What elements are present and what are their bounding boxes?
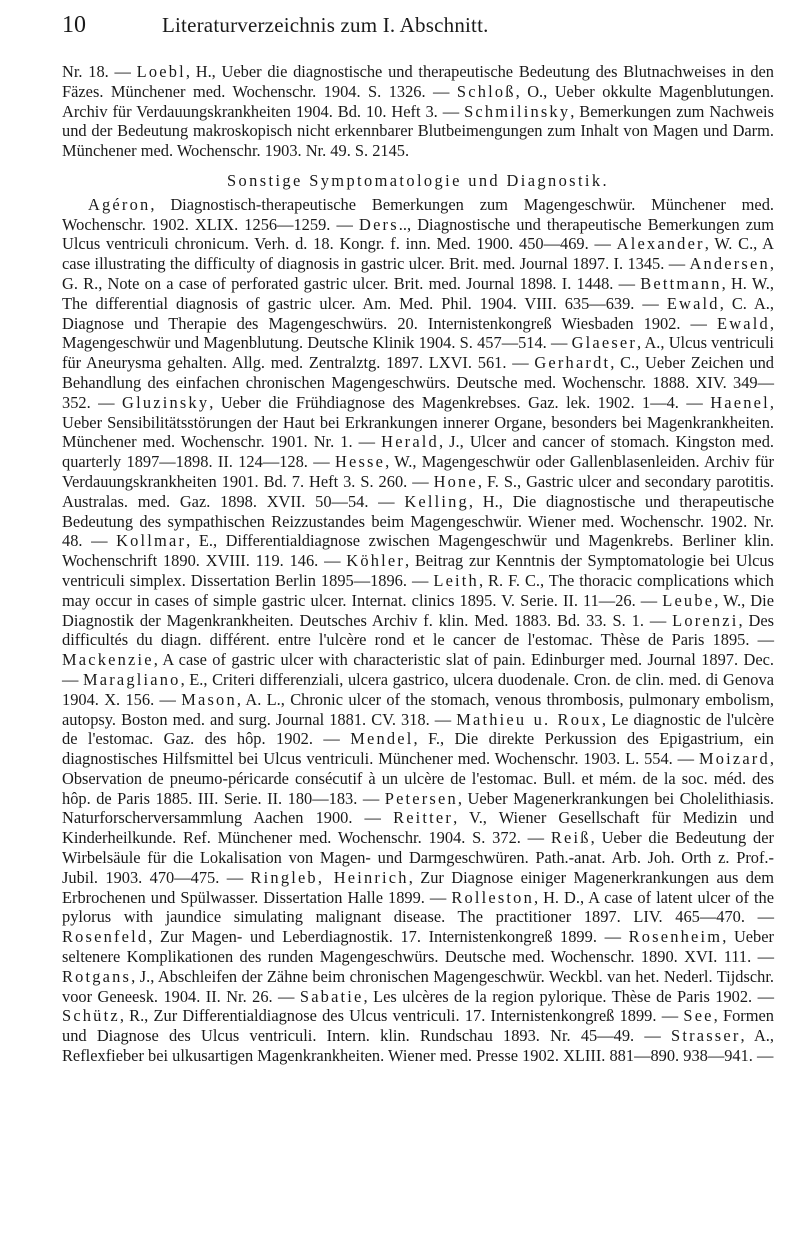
bibliography-entry: Maragliano, E., Criteri differenziali, ulcera gastrico, ulcera duodenale. Cron. de clin. med. di Genova 1904. X. 156. — xyxy=(62,669,774,709)
bibliography-entry: Gluzinsky, Ueber die Frühdiagnose des Magenkrebses. Gaz. lek. 1902. 1—4. — xyxy=(122,392,703,412)
bibliography-paragraph-1 xyxy=(62,62,774,161)
entry-author: Rotgans xyxy=(62,966,132,986)
entry-text: W., Die Diagnostik der Magenkrankheiten. Deutsches Archiv f. klin. Med. 1883. Bd. 33. S. 1. — xyxy=(62,590,774,630)
entry-text: Ueber die Bedeutung der Wirbelsäule für die Lokalisation von Magen- und Darmgeschwüren. Path.-anat. Arb. Joh. Orth z. Prof.-Jubil. 1903. 470—475. — xyxy=(62,828,774,887)
bibliography-entry: Gerhardt, C., Ueber Zeichen und Behandlung des einfachen chronischen Magengeschwürs. Deutsche med. Wochenschr. 1888. XIV. 349—352. — xyxy=(62,353,774,412)
entry-text: Formen und Diagnose des Ulcus ventriculi. Intern. klin. Rundschau 1893. Nr. 45—49. — xyxy=(62,1006,774,1046)
entry-text: G. R., Note on a case of perforated gastric ulcer. Brit. med. Journal 1898. I. 1448. — xyxy=(62,273,636,293)
entry-author: Lorenzi xyxy=(672,610,739,630)
entry-text: Des difficultés du diagn. différent. entre l'ulcère rond et le cancer de l'estomac. Thèse de Paris 1895. — xyxy=(62,610,774,650)
bibliography-entry: Köhler, Beitrag zur Kenntnis der Symptomatologie bei Ulcus ventriculi simplex. Dissertation Berlin 1895—1896. — xyxy=(62,551,775,590)
entry-author: Schmilinsky xyxy=(464,101,571,121)
bibliography-entry: Reitter, V., Wiener Gesellschaft für Medizin und Kinderheilkunde. Ref. Münchener med. Wochenschr. 1904. S. 372. — xyxy=(62,808,774,848)
entry-text: A., Reflexfieber bei ulkusartigen Magenkrankheiten. Wiener med. Presse 1902. XLIII. 881—890. 938—941. — xyxy=(62,1026,774,1066)
bibliography-entry: Ewald, Magengeschwür und Magenblutung. Deutsche Klinik 1904. S. 457—514. — xyxy=(62,313,774,353)
entry-text: H., Die diagnostische und therapeutische Bedeutung des sympathischen Reizzustandes beim Magengeschwür. Wiener med. Wochenschr. 1902. Nr. 48. — xyxy=(62,491,774,551)
bibliography-entry: Lorenzi, Des difficultés du diagn. différent. entre l'ulcère rond et le cancer de l'estomac. Thèse de Paris 1895. — xyxy=(62,610,774,650)
entry-author: Mackenzie xyxy=(62,650,154,670)
entry-author: Leith xyxy=(433,570,479,590)
bibliography-entry: Leube, W., Die Diagnostik der Magenkrankheiten. Deutsches Archiv f. klin. Med. 1883. Bd. 33. S. 1. — xyxy=(62,590,774,630)
entry-author: Schütz xyxy=(62,1006,120,1026)
bibliography-entry: Herald, J., Ulcer and cancer of stomach. Kingston med. quarterly 1897—1898. II. 124—128. — xyxy=(62,432,774,472)
entry-author: Reitter xyxy=(393,808,454,828)
entry-text: R., Zur Differentialdiagnose des Ulcus ventriculi. 17. Internistenkongreß 1899. — xyxy=(129,1006,679,1026)
bibliography-entry: Moizard, Observation de pneumo-péricarde consécutif à un ulcère de l'estomac. Bull. et mém. de la soc. méd. des hôp. de Paris 1885. III. Serie. II. 180—183. — xyxy=(62,749,774,808)
bibliography-entry: Mackenzie, A case of gastric ulcer with characteristic slat of pain. Edinburger med. Journal 1897. Dec. — xyxy=(62,650,775,689)
entry-author: Gluzinsky xyxy=(122,392,210,412)
bibliography-entry: Mendel, F., Die direkte Perkussion des Epigastrium, ein diagnostisches Hilfsmittel bei Ulcus ventriculi. Münchener med. Wochenschr. 1903. L. 554. — xyxy=(62,729,774,769)
bibliography-entry: Alexander, W. C., A case illustrating the difficulty of diagnosis in gastric ulcer. Brit. med. Journal 1897. I. 1345. — xyxy=(62,234,774,274)
bibliography-entry: Schloß, O., Ueber okkulte Magenblutungen. Archiv für Verdauungskrankheiten 1904. Bd. 10. Heft 3. — xyxy=(62,81,774,121)
entry-author: Bettmann xyxy=(640,273,722,293)
entry-text: Les ulcères de la region pylorique. Thèse de Paris 1902. — xyxy=(373,986,774,1006)
bibliography-entry: Ewald, C. A., Diagnose und Therapie des Magengeschwürs. 20. Internistenkongreß Wiesbaden 1902. — xyxy=(62,293,775,333)
entry-author: Mathieu u. Roux xyxy=(456,709,602,729)
entry-author: Rosenfeld xyxy=(62,927,149,947)
bibliography-entry: Bettmann, H. W., The differential diagnosis of gastric ulcer. Am. Med. Phil. 1904. VIII. 635—639. — xyxy=(62,273,774,313)
entry-text: Magengeschwür und Magenblutung. Deutsche Klinik 1904. S. 457—514. — xyxy=(62,333,568,353)
bibliography-entry: Rolleston, H. D., A case of latent ulcer of the pylorus with jaundice simulating malignant disease. The practitioner 1897. LIV. 465—470. — xyxy=(62,887,774,927)
bibliography-entry: Sabatie, Les ulcères de la region pylorique. Thèse de Paris 1902. — xyxy=(299,986,774,1006)
bibliography-entry: Kelling, H., Die diagnostische und therapeutische Bedeutung des sympathischen Reizzustandes beim Magengeschwür. Wiener med. Wochenschr. 1902. Nr. 48. — xyxy=(62,491,774,551)
entry-text: Ueber die Frühdiagnose des Magenkrebses. Gaz. lek. 1902. 1—4. — xyxy=(220,392,703,412)
entry-text: C., Ueber Zeichen und Behandlung des einfachen chronischen Magengeschwürs. Deutsche med. Wochenschr. 1888. XIV. 349—352. — xyxy=(62,353,774,412)
entry-author: Rosenheim xyxy=(628,927,723,947)
bibliography-entry: Rosenheim, Ueber seltenere Komplikationen des runden Magengeschwürs. Deutsche med. Wochenschr. 1890. XVI. 111. — xyxy=(62,927,774,967)
bibliography-paragraph-2 xyxy=(62,195,774,1066)
bibliography-entry: Kollmar, E., Differentialdiagnose zwischen Magengeschwür und Magenkrebs. Berliner klin. Wochenschrift 1890. XVIII. 119. 146. — xyxy=(62,531,774,571)
page-number: 10 xyxy=(62,12,86,38)
entry-author: Reiß xyxy=(550,828,591,848)
bibliography-entry: Reiß, Ueber die Bedeutung der Wirbelsäule für die Lokalisation von Magen- und Darmgeschwüren. Path.-anat. Arb. Joh. Orth z. Prof.-Jubil. 1903. 470—475. — xyxy=(62,828,774,887)
entry-text: H., Ueber die diagnostische und therapeutische Bedeutung des Blutnachweises in den Fäzes. Münchener med. Wochenschr. 1904. S. 1326. — xyxy=(62,62,775,101)
entry-text: Ueber Magenerkrankungen bei Cholelithiasis. Naturforscherversammlung Aachen 1900. — xyxy=(62,788,774,828)
entry-author: Kollmar xyxy=(116,531,187,551)
entry-text: A. L., Chronic ulcer of the stomach, venous thrombosis, pulmonary embolism, autopsy. Boston med. and surg. Journal 1881. CV. 318. — xyxy=(62,689,774,729)
entry-text: F., Die direkte Perkussion des Epigastrium, ein diagnostisches Hilfsmittel bei Ulcus ventriculi. Münchener med. Wochenschr. 1903. L. 554. — xyxy=(62,729,774,769)
entry-text: V., Wiener Gesellschaft für Medizin und Kinderheilkunde. Ref. Münchener med. Wochenschr. 1904. S. 372. — xyxy=(62,808,774,848)
entry-text: E., Differentialdiagnose zwischen Magengeschwür und Magenkrebs. Berliner klin. Wochenschrift 1890. XVIII. 119. 146. — xyxy=(62,531,774,571)
entry-author: Strasser xyxy=(671,1026,741,1046)
entry-author: Ewald xyxy=(717,313,770,333)
entry-author: Schloß xyxy=(456,81,516,101)
entry-author: Hesse xyxy=(334,452,386,472)
bibliography-entry: Rosenfeld, Zur Magen- und Leberdiagnostik. 17. Internistenkongreß 1899. — xyxy=(62,927,621,947)
entry-text: J., Ulcer and cancer of stomach. Kingston med. quarterly 1897—1898. II. 124—128. — xyxy=(62,432,774,472)
entry-text: A., Ulcus ventriculi für Aneurysma gehalten. Allg. med. Zentralztg. 1897. LXVI. 561. — xyxy=(62,333,774,373)
entry-text: A case of gastric ulcer with characteristic slat of pain. Edinburger med. Journal 1897. Dec. — xyxy=(62,650,775,689)
running-title: Literaturverzeichnis zum I. Abschnitt. xyxy=(162,13,489,37)
bibliography-entry: Andersen, G. R., Note on a case of perforated gastric ulcer. Brit. med. Journal 1898. I. 1448. — xyxy=(62,254,774,293)
bibliography-entry: Loebl, H., Ueber die diagnostische und therapeutische Bedeutung des Blutnachweises in den Fäzes. Münchener med. Wochenschr. 1904. S. 1326. — xyxy=(62,62,775,101)
entry-author: Petersen xyxy=(384,788,458,808)
entry-text: Beitrag zur Kenntnis der Symptomatologie bei Ulcus ventriculi simplex. Dissertation Berlin 1895—1896. — xyxy=(62,551,775,590)
entry-author: Kelling xyxy=(404,491,469,511)
page-header xyxy=(62,12,774,48)
entry-text: J., Abschleifen der Zähne beim chronischen Magengeschwür. Weckbl. van het. Nederl. Tijdschr. voor Geneesk. 1904. II. Nr. 26. — xyxy=(62,966,774,1006)
bibliography-entry: Rotgans, J., Abschleifen der Zähne beim chronischen Magengeschwür. Weckbl. van het. Nederl. Tijdschr. voor Geneesk. 1904. II. Nr. 26. — xyxy=(62,966,774,1006)
entry-text: .., Diagnostische und therapeutische Bemerkungen zum Ulcus ventriculi chronicum. Verh. d. 18. Kongr. f. inn. Med. 1900. 450—469. — xyxy=(62,214,774,254)
bibliography-entry: Mason, A. L., Chronic ulcer of the stomach, venous thrombosis, pulmonary embolism, autopsy. Boston med. and surg. Journal 1881. CV. 318. — xyxy=(62,689,774,729)
bibliography-entry: Hesse, W., Magengeschwür oder Gallenblasenleiden. Archiv für Verdauungskrankheiten 1901. Bd. 7. Heft 3. S. 260. — xyxy=(62,452,774,491)
entry-text: Zur Diagnose einiger Magenerkrankungen aus dem Erbrochenen und Spülwasser. Dissertation Halle 1899. — xyxy=(62,867,774,907)
entry-text: Ueber Sensibilitätsstörungen der Haut bei Erkrankungen innerer Organe, besonders bei Magenkrankheiten. Münchener med. Wochenschr. 1901. Nr. 1. — xyxy=(62,412,774,452)
entry-number: Nr. 18. — xyxy=(62,62,131,81)
entry-author: Haenel xyxy=(710,392,770,412)
entry-text: H. W., The differential diagnosis of gastric ulcer. Am. Med. Phil. 1904. VIII. 635—639. — xyxy=(62,273,774,313)
entry-author: Mendel xyxy=(350,729,414,749)
entry-author: Ders xyxy=(359,214,399,234)
entry-text: W., Magengeschwür oder Gallenblasenleiden. Archiv für Verdauungskrankheiten 1901. Bd. 7. Heft 3. S. 260. — xyxy=(62,452,774,491)
entry-author: See xyxy=(683,1006,714,1026)
entry-text: R. F. C., The thoracic complications which may occur in cases of simple gastric ulcer. Internat. clinics 1895. V. Serie. II. 11—26. — xyxy=(62,570,774,610)
entry-author: Moizard xyxy=(698,749,770,769)
entry-author: Rolleston xyxy=(451,887,534,907)
entry-text: F. S., Gastric ulcer and secondary parotitis. Australas. med. Gaz. 1898. XVII. 50—54. — xyxy=(62,471,774,511)
entry-author: Herald xyxy=(381,432,439,452)
bibliography-entry: Strasser, A., Reflexfieber bei ulkusartigen Magenkrankheiten. Wiener med. Presse 1902. XLIII. 881—890. 938—941. — xyxy=(62,1026,774,1066)
entry-text: Ueber seltenere Komplikationen des runden Magengeschwürs. Deutsche med. Wochenschr. 1890. XVI. 111. — xyxy=(62,927,774,967)
bibliography-entry: Haenel, Ueber Sensibilitätsstörungen der Haut bei Erkrankungen innerer Organe, besonders bei Magenkrankheiten. Münchener med. Wochenschr. 1901. Nr. 1. — xyxy=(62,392,774,452)
bibliography-entry: Ringleb, Heinrich, Zur Diagnose einiger Magenerkrankungen aus dem Erbrochenen und Spülwasser. Dissertation Halle 1899. — xyxy=(62,867,774,907)
entry-author: Ewald xyxy=(666,293,720,313)
entry-text: Zur Magen- und Leberdiagnostik. 17. Internistenkongreß 1899. — xyxy=(160,927,621,947)
entry-author: Loebl xyxy=(136,62,186,81)
bibliography-entry: Schmilinsky, Bemerkungen zum Nachweis und der Bedeutung makroskopisch nicht erkennbarer Blutbeimengungen zum Inhalt von Magen und Darm. Münchener med. Wochenschr. 1903. Nr. 49. S. 2145. xyxy=(62,101,774,161)
entry-author: Köhler xyxy=(346,551,406,571)
entry-text: C. A., Diagnose und Therapie des Magengeschwürs. 20. Internistenkongreß Wiesbaden 1902. — xyxy=(62,293,775,333)
entry-text: Diagnostisch-therapeutische Bemerkungen zum Magengeschwür. Münchener med. Wochenschr. 1902. XLIX. 1256—1259. — xyxy=(62,194,774,234)
entry-author: Sabatie xyxy=(299,986,364,1006)
entry-text: O., Ueber okkulte Magenblutungen. Archiv für Verdauungskrankheiten 1904. Bd. 10. Heft 3. — xyxy=(62,81,774,121)
entry-author: Gerhardt xyxy=(534,353,611,373)
entry-author: Hone xyxy=(433,471,478,491)
bibliography-entry: See, Formen und Diagnose des Ulcus ventriculi. Intern. klin. Rundschau 1893. Nr. 45—49. — xyxy=(62,1006,774,1046)
bibliography-entry: Hone, F. S., Gastric ulcer and secondary parotitis. Australas. med. Gaz. 1898. XVII. 50—54. — xyxy=(62,471,774,511)
bibliography-entry: Agéron, Diagnostisch-therapeutische Bemerkungen zum Magengeschwür. Münchener med. Wochenschr. 1902. XLIX. 1256—1259. — xyxy=(62,194,774,234)
entry-author: Andersen xyxy=(689,254,770,274)
entry-author: Maragliano xyxy=(83,669,181,689)
bibliography-entry: Schütz, R., Zur Differentialdiagnose des Ulcus ventriculi. 17. Internistenkongreß 1899. — xyxy=(62,1006,679,1026)
bibliography-entry: Mathieu u. Roux, Le diagnostic de l'ulcère de l'estomac. Gaz. des hôp. 1902. — xyxy=(62,709,774,749)
entry-text: W. C., A case illustrating the difficulty of diagnosis in gastric ulcer. Brit. med. Journal 1897. I. 1345. — xyxy=(62,234,774,274)
entry-author: Leube xyxy=(662,590,715,610)
entry-author: Alexander xyxy=(616,234,705,254)
entry-text: Observation de pneumo-péricarde consécutif à un ulcère de l'estomac. Bull. et mém. de la soc. méd. des hôp. de Paris 1885. III. Serie. II. 180—183. — xyxy=(62,768,774,808)
entry-text: Le diagnostic de l'ulcère de l'estomac. Gaz. des hôp. 1902. — xyxy=(62,709,774,749)
bibliography-entry: Leith, R. F. C., The thoracic complications which may occur in cases of simple gastric ulcer. Internat. clinics 1895. V. Serie. II. 11—26. — xyxy=(62,570,774,610)
entry-author: Agéron xyxy=(88,194,151,214)
entry-text: H. D., A case of latent ulcer of the pylorus with jaundice simulating malignant disease. The practitioner 1897. LIV. 465—470. — xyxy=(62,887,774,927)
bibliography-entry: Glaeser, A., Ulcus ventriculi für Aneurysma gehalten. Allg. med. Zentralztg. 1897. LXVI. 561. — xyxy=(62,333,774,373)
entry-text: E., Criteri differenziali, ulcera gastrico, ulcera duodenale. Cron. de clin. med. di Genova 1904. X. 156. — xyxy=(62,669,774,709)
entry-text: Bemerkungen zum Nachweis und der Bedeutung makroskopisch nicht erkennbarer Blutbeimengungen zum Inhalt von Magen und Darm. Münchener med. Wochenschr. 1903. Nr. 49. S. 2145. xyxy=(62,101,774,161)
entry-author: Glaeser xyxy=(571,333,638,353)
section-heading: Sonstige Symptomatologie und Diagnostik. xyxy=(227,170,609,190)
entry-author: Mason xyxy=(181,689,237,709)
bibliography-entry: Petersen, Ueber Magenerkrankungen bei Cholelithiasis. Naturforscherversammlung Aachen 1900. — xyxy=(62,788,774,828)
entry-author: Ringleb, Heinrich xyxy=(250,867,409,887)
